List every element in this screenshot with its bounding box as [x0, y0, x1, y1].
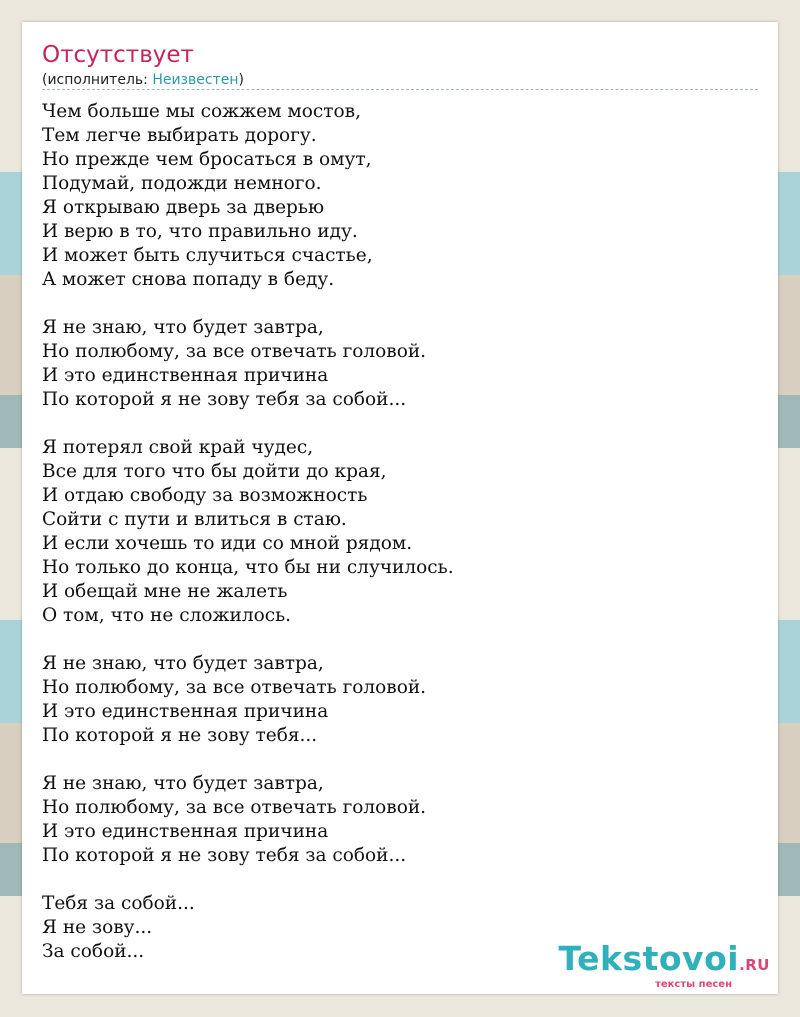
lyric-line — [42, 748, 454, 772]
artist-link[interactable]: Неизвестен — [152, 72, 239, 88]
song-title: Отсутствует — [42, 42, 194, 68]
title-divider — [42, 89, 758, 90]
lyric-line — [42, 868, 454, 892]
lyric-line: Но только до конца, что бы ни случилось. — [42, 557, 454, 578]
lyric-line: Тебя за собой... — [42, 893, 195, 914]
logo-main-text: Tekstovoi — [558, 939, 740, 978]
lyric-line: Все для того что бы дойти до края, — [42, 461, 387, 482]
artist-prefix: (исполнитель: — [42, 72, 153, 88]
lyric-line: Чем больше мы сожжем мостов, — [42, 101, 361, 122]
logo-tld: .RU — [739, 956, 770, 974]
lyric-line: Подумай, подожди немного. — [42, 173, 322, 194]
lyric-line: Но полюбому, за все отвечать головой. — [42, 341, 427, 362]
lyric-line: И если хочешь то иди со мной рядом. — [42, 533, 413, 554]
lyric-line: Я потерял свой край чудес, — [42, 437, 314, 458]
artist-suffix: ) — [238, 72, 244, 88]
lyric-line: Я не знаю, что будет завтра, — [42, 653, 324, 674]
lyric-line: И это единственная причина — [42, 821, 329, 842]
lyric-line: И это единственная причина — [42, 701, 329, 722]
lyric-line: И отдаю свободу за возможность — [42, 485, 368, 506]
lyric-line: И верю в то, что правильно иду. — [42, 221, 358, 242]
lyric-line: Но прежде чем бросаться в омут, — [42, 149, 372, 170]
site-logo[interactable] — [559, 941, 770, 990]
lyric-line: Сойти с пути и влиться в стаю. — [42, 509, 347, 530]
lyrics-text — [42, 100, 454, 964]
lyric-line: А может снова попаду в беду. — [42, 269, 335, 290]
lyric-line: По которой я не зову тебя за собой... — [42, 845, 407, 866]
lyrics-card — [22, 22, 778, 994]
lyric-line — [42, 292, 454, 316]
lyric-line: О том, что не сложилось. — [42, 605, 292, 626]
lyric-line — [42, 628, 454, 652]
lyric-line: По которой я не зову тебя... — [42, 725, 318, 746]
logo-tagline: тексты песен — [655, 979, 732, 990]
lyric-line: И обещай мне не жалеть — [42, 581, 288, 602]
lyric-line: Я не зову... — [42, 917, 153, 938]
lyric-line: Но полюбому, за все отвечать головой. — [42, 677, 427, 698]
lyric-line: Я не знаю, что будет завтра, — [42, 317, 324, 338]
lyric-line — [42, 412, 454, 436]
lyric-line: И это единственная причина — [42, 365, 329, 386]
lyric-line: Я не знаю, что будет завтра, — [42, 773, 324, 794]
lyric-line: И может быть случиться счастье, — [42, 245, 373, 266]
lyric-line: Но полюбому, за все отвечать головой. — [42, 797, 427, 818]
lyric-line: Тем легче выбирать дорогу. — [42, 125, 317, 146]
lyric-line: За собой... — [42, 941, 145, 962]
lyric-line: Я открываю дверь за дверью — [42, 197, 325, 218]
lyric-line: По которой я не зову тебя за собой... — [42, 389, 407, 410]
logo-wordmark — [559, 941, 770, 983]
artist-line — [42, 70, 244, 90]
